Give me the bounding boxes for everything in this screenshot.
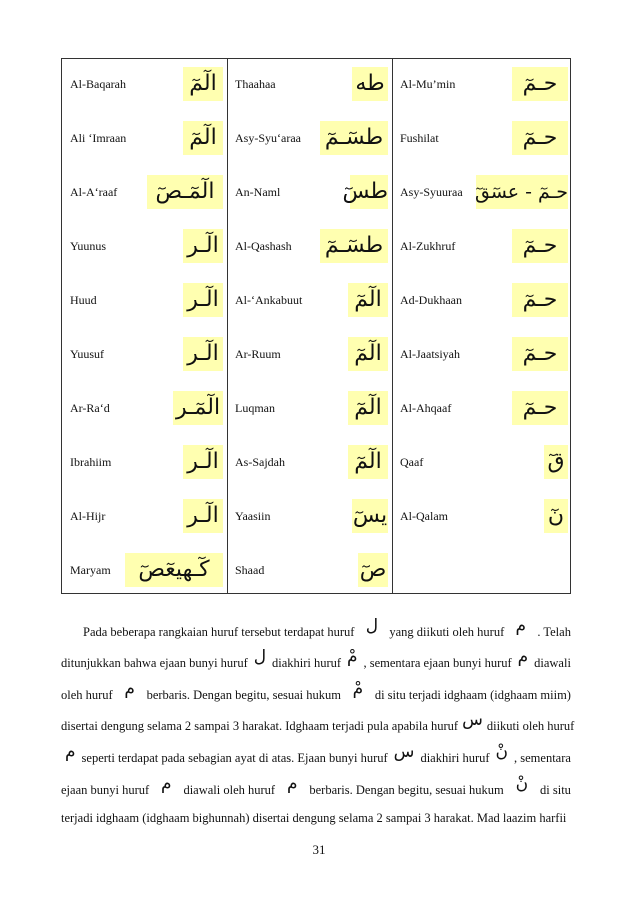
table-row — [227, 113, 392, 167]
table-row — [227, 221, 392, 275]
table-row — [62, 329, 227, 383]
text-line — [61, 618, 571, 640]
text-run: oleh huruf — [61, 688, 113, 702]
arabic-glyph: م — [286, 774, 298, 794]
arabic-letters: حـمٓ — [512, 229, 568, 263]
arabic-letters: حـمٓ - عسٓقٓ — [476, 175, 568, 209]
text-run: diakhiri huruf — [420, 751, 490, 765]
arabic-letters: حـمٓ — [512, 67, 568, 101]
surah-table — [61, 58, 571, 594]
surah-name: As-Sajdah — [235, 455, 285, 469]
text-run: terjadi idghaam (idghaam bighunnah) disertai dengung selama 2 sampai 3 harakat. Mad laazim harfii — [61, 811, 567, 825]
text-run: berbaris. Dengan begitu, sesuai hukum — [309, 783, 504, 797]
arabic-letters: الٓـر — [183, 229, 223, 263]
arabic-letters: صٓ — [358, 553, 388, 587]
arabic-glyph: مْ — [352, 679, 364, 699]
text-line — [61, 776, 571, 798]
surah-name: Yuunus — [70, 239, 107, 253]
arabic-letters: يسٓ — [352, 499, 388, 533]
text-run: disertai dengung selama 2 sampai 3 harakat. Idghaam terjadi pula apabila huruf — [61, 719, 459, 733]
surah-name: Asy-Syuuraa — [400, 185, 463, 199]
page-number: 31 — [312, 842, 326, 857]
surah-name: Qaaf — [400, 455, 424, 469]
table-row — [227, 545, 392, 599]
arabic-letters: طه — [352, 67, 388, 101]
table-row — [392, 329, 570, 383]
arabic-letters: طسٓ — [350, 175, 388, 209]
arabic-letters: حـمٓ — [512, 391, 568, 425]
surah-name: Shaad — [235, 563, 265, 577]
surah-name: Ibrahiim — [70, 455, 112, 469]
arabic-letters: الٓمٓـر — [173, 391, 223, 425]
table-row — [62, 221, 227, 275]
table-row — [392, 167, 570, 221]
surah-name: Al-Ahqaaf — [400, 401, 452, 415]
arabic-letters: قٓ — [544, 445, 568, 479]
text-run: seperti terdapat pada sebagian ayat di atas. Ejaan bunyi huruf — [81, 751, 388, 765]
table-row — [392, 221, 570, 275]
surah-name: Thaahaa — [235, 77, 276, 91]
surah-name: Maryam — [70, 563, 111, 577]
table-row — [62, 113, 227, 167]
text-line — [61, 710, 575, 734]
surah-name: Al-Mu’min — [400, 77, 456, 91]
surah-name: Huud — [70, 293, 97, 307]
table-row — [62, 491, 227, 545]
arabic-glyph: م — [517, 647, 529, 667]
surah-name: Asy-Syu‘araa — [235, 131, 301, 145]
text-run: Pada beberapa rangkaian huruf tersebut terdapat huruf — [83, 625, 355, 639]
arabic-letters: الٓمٓـصٓ — [147, 175, 223, 209]
arabic-glyph: ل — [365, 616, 379, 636]
text-run: diakhiri huruf — [272, 656, 342, 670]
arabic-glyph: ل — [253, 647, 267, 667]
surah-name: Al-Baqarah — [70, 77, 126, 91]
arabic-letters: الٓـر — [183, 337, 223, 371]
arabic-letters: حـمٓ — [512, 337, 568, 371]
text-line — [61, 681, 571, 703]
arabic-letters: طسٓـمٓ — [320, 121, 388, 155]
arabic-glyph: نْ — [515, 774, 529, 794]
surah-name: Al-Jaatsiyah — [400, 347, 460, 361]
arabic-letters: الٓمٓ — [348, 283, 388, 317]
arabic-glyph: نْ — [495, 742, 509, 762]
table-row — [227, 59, 392, 113]
text-run: berbaris. Dengan begitu, sesuai hukum — [146, 688, 341, 702]
surah-name: Al-A‘raaf — [70, 185, 118, 199]
arabic-letters: الٓـر — [183, 445, 223, 479]
table-row — [227, 275, 392, 329]
surah-name: Ad-Dukhaan — [400, 293, 462, 307]
table-row — [392, 275, 570, 329]
surah-name: Al-Qalam — [400, 509, 448, 523]
arabic-letters: نٓ — [544, 499, 568, 533]
table-row — [62, 545, 227, 599]
text-run: di situ — [540, 783, 571, 797]
text-run: diawali — [534, 656, 571, 670]
surah-name: Yaasiin — [235, 509, 271, 523]
table-row — [227, 437, 392, 491]
surah-name: Ar-Ruum — [235, 347, 281, 361]
arabic-letters: الٓـر — [183, 283, 223, 317]
arabic-glyph: م — [65, 742, 76, 762]
arabic-glyph: م — [124, 679, 135, 699]
text-run: , sementara ejaan bunyi huruf — [363, 656, 512, 670]
surah-name: Al-Hijr — [70, 509, 106, 523]
table-row — [227, 383, 392, 437]
arabic-letters: كٓـهيعٓصٓ — [125, 553, 223, 587]
text-line — [61, 804, 571, 826]
text-run: diikuti oleh huruf — [486, 719, 575, 733]
arabic-letters: الٓمٓ — [183, 121, 223, 155]
arabic-letters: الٓمٓ — [183, 67, 223, 101]
surah-name: Ar-Ra‘d — [70, 401, 110, 415]
table-row — [62, 437, 227, 491]
text-run: di situ terjadi idghaam (idghaam miim) — [374, 688, 571, 702]
arabic-letters: حـمٓ — [512, 283, 568, 317]
table-row — [392, 113, 570, 167]
surah-name: Al-Zukhruf — [400, 239, 456, 253]
text-run: ejaan bunyi huruf — [61, 783, 150, 797]
arabic-glyph: س — [462, 710, 483, 730]
text-run: ditunjukkan bahwa ejaan bunyi huruf — [61, 656, 248, 670]
arabic-glyph: م — [515, 616, 527, 636]
surah-name: Fushilat — [400, 131, 439, 145]
table-row — [62, 59, 227, 113]
table-row — [227, 329, 392, 383]
text-line — [61, 744, 571, 766]
arabic-letters: الٓمٓ — [348, 445, 388, 479]
surah-name: Ali ‘Imraan — [70, 131, 127, 145]
surah-name: Al-‘Ankabuut — [235, 293, 303, 307]
surah-name: An-Naml — [235, 185, 281, 199]
surah-name: Yuusuf — [70, 347, 105, 361]
table-row — [392, 383, 570, 437]
arabic-glyph: س — [393, 742, 415, 762]
arabic-letters: حـمٓ — [512, 121, 568, 155]
arabic-glyph: مْ — [347, 647, 358, 667]
table-row — [62, 275, 227, 329]
arabic-letters: الٓـر — [183, 499, 223, 533]
surah-name: Al-Qashash — [235, 239, 292, 253]
surah-name: Luqman — [235, 401, 275, 415]
text-run: yang diikuti oleh huruf — [389, 625, 505, 639]
text-line — [61, 649, 571, 671]
arabic-letters: الٓمٓ — [348, 337, 388, 371]
text-run: diawali oleh huruf — [183, 783, 276, 797]
table-row — [62, 167, 227, 221]
arabic-letters: الٓمٓ — [348, 391, 388, 425]
table-row — [227, 167, 392, 221]
arabic-letters: طسٓـمٓ — [320, 229, 388, 263]
table-row — [227, 491, 392, 545]
table-row — [392, 59, 570, 113]
text-run: , sementara — [514, 751, 571, 765]
table-row — [62, 383, 227, 437]
arabic-glyph: م — [161, 774, 172, 794]
text-run: . Telah — [537, 625, 571, 639]
table-row — [392, 491, 570, 545]
table-row — [392, 437, 570, 491]
